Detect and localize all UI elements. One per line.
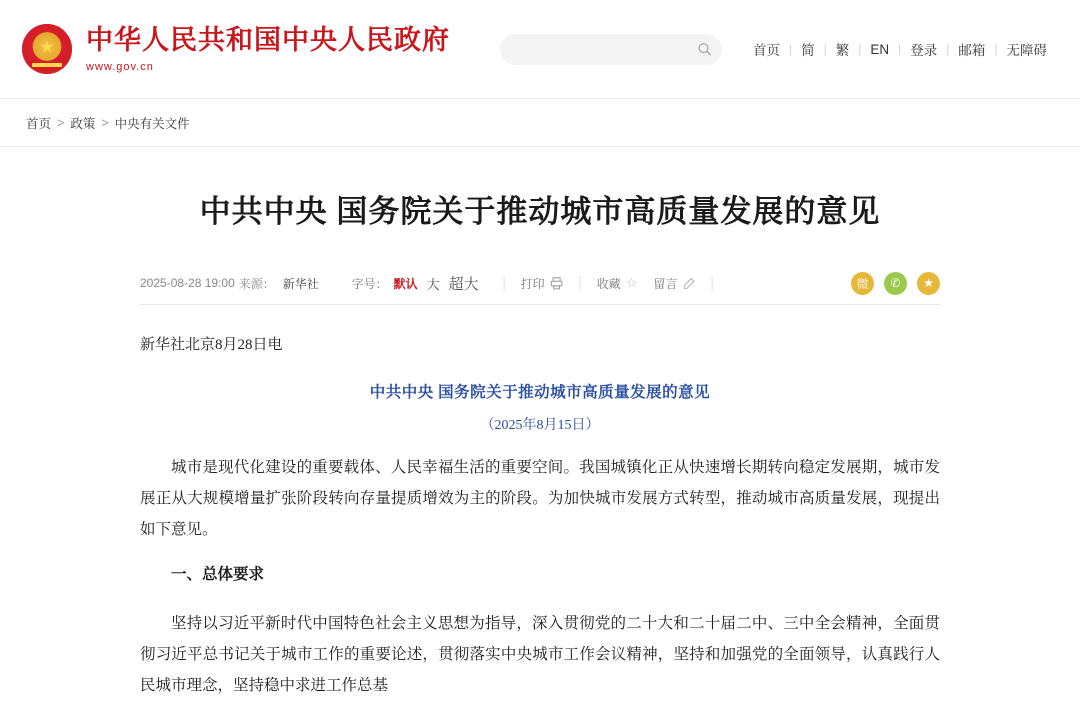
nav-separator: | bbox=[994, 42, 998, 56]
fontsize-xlarge-button[interactable]: 超大 bbox=[448, 275, 479, 293]
pencil-icon[interactable] bbox=[682, 277, 695, 290]
favorite-button[interactable] bbox=[597, 275, 638, 292]
paragraph: 城市是现代化建设的重要载体、人民幸福生活的重要空间。我国城镇化正从快速增长期转向稳定发展期，城市发展正从大规模增量扩张阶段转向存量提质增效为主的阶段。为加快城市发展方式转型，推动城市高质量发展，现提出如下意见。 bbox=[140, 458, 940, 538]
nav-item-accessibility[interactable]: 无障碍 bbox=[1006, 43, 1047, 58]
search-input[interactable] bbox=[512, 41, 710, 57]
site-domain: www.gov.cn bbox=[86, 60, 154, 73]
page-title: 中共中央 国务院关于推动城市高质量发展的意见 bbox=[199, 194, 881, 229]
fontsize-label: 字号： bbox=[351, 276, 388, 291]
nav-item-login[interactable]: 登录 bbox=[910, 43, 938, 58]
share-group bbox=[851, 272, 940, 295]
breadcrumb-item-central-documents[interactable]: 中央有关文件 bbox=[114, 116, 190, 131]
comment-label: 留言 bbox=[653, 276, 678, 291]
article-body bbox=[140, 305, 940, 701]
nav-item-simplified[interactable]: 简 bbox=[801, 43, 815, 58]
article-meta-bar bbox=[140, 263, 940, 305]
brand-text bbox=[86, 25, 450, 72]
source-value: 新华社 bbox=[282, 276, 319, 291]
section-heading: 一、总体要求 bbox=[171, 565, 265, 583]
breadcrumb-separator: > bbox=[57, 115, 65, 130]
divider bbox=[580, 276, 581, 291]
favorite-share-icon[interactable]: ★ bbox=[917, 272, 940, 295]
nav-separator: | bbox=[898, 42, 902, 56]
wechat-share-icon[interactable]: ✆ bbox=[884, 272, 907, 295]
favorite-label: 收藏 bbox=[596, 276, 621, 291]
divider bbox=[711, 276, 712, 291]
nav-item-home[interactable]: 首页 bbox=[752, 43, 780, 58]
nav-separator: | bbox=[788, 42, 793, 56]
print-label: 打印 bbox=[520, 276, 545, 291]
document-date: （2025年8月15日） bbox=[480, 417, 600, 433]
nav-item-traditional[interactable]: 繁 bbox=[835, 43, 850, 58]
dateline: 新华社北京8月28日电 bbox=[140, 336, 283, 353]
paragraph: 坚持以习近平新时代中国特色社会主义思想为指导，深入贯彻党的二十大和二十届二中、三中全会精神，全面贯彻习近平总书记关于城市工作的重要论述，贯彻落实中央城市工作会议精神，坚持和加强党的全面领导，认真践行人民城市理念，坚持稳中求进工作总基 bbox=[140, 614, 940, 694]
site-brand[interactable] bbox=[22, 24, 450, 74]
publish-datetime: 2025-08-28 19:00 bbox=[140, 276, 235, 291]
search-box[interactable] bbox=[500, 34, 722, 65]
header-right bbox=[500, 34, 1056, 65]
meta-center-tools bbox=[352, 273, 729, 294]
nav-separator: | bbox=[946, 42, 950, 56]
nav-separator: | bbox=[858, 42, 862, 56]
site-header bbox=[0, 0, 1080, 99]
fontsize-large-button[interactable]: 大 bbox=[426, 276, 440, 292]
printer-icon[interactable] bbox=[550, 276, 564, 290]
document-subtitle: 中共中央 国务院关于推动城市高质量发展的意见 bbox=[369, 383, 711, 401]
weibo-share-icon[interactable]: 微 bbox=[851, 272, 874, 295]
nav-item-english[interactable]: EN bbox=[870, 41, 890, 57]
article bbox=[0, 191, 1080, 701]
breadcrumb-item-policy[interactable]: 政策 bbox=[70, 116, 96, 131]
search-icon[interactable] bbox=[697, 42, 712, 57]
breadcrumb-item-home[interactable]: 首页 bbox=[26, 116, 52, 131]
national-emblem-icon bbox=[22, 24, 72, 74]
emblem-star: ★ bbox=[39, 37, 55, 57]
divider bbox=[504, 276, 505, 291]
comment-button[interactable] bbox=[653, 275, 695, 292]
top-nav bbox=[744, 39, 1056, 59]
nav-separator: | bbox=[823, 42, 827, 56]
breadcrumb-separator: > bbox=[101, 115, 109, 130]
site-title: 中华人民共和国中央人民政府 bbox=[86, 25, 450, 56]
emblem-bar bbox=[32, 63, 62, 67]
source-label: 来源： bbox=[238, 276, 275, 291]
breadcrumb bbox=[0, 99, 1080, 147]
fontsize-default-button[interactable]: 默认 bbox=[393, 276, 418, 291]
nav-item-mail[interactable]: 邮箱 bbox=[958, 43, 986, 58]
star-icon[interactable]: ☆ bbox=[625, 275, 638, 291]
meta-left bbox=[140, 275, 319, 292]
print-button[interactable] bbox=[521, 275, 564, 292]
